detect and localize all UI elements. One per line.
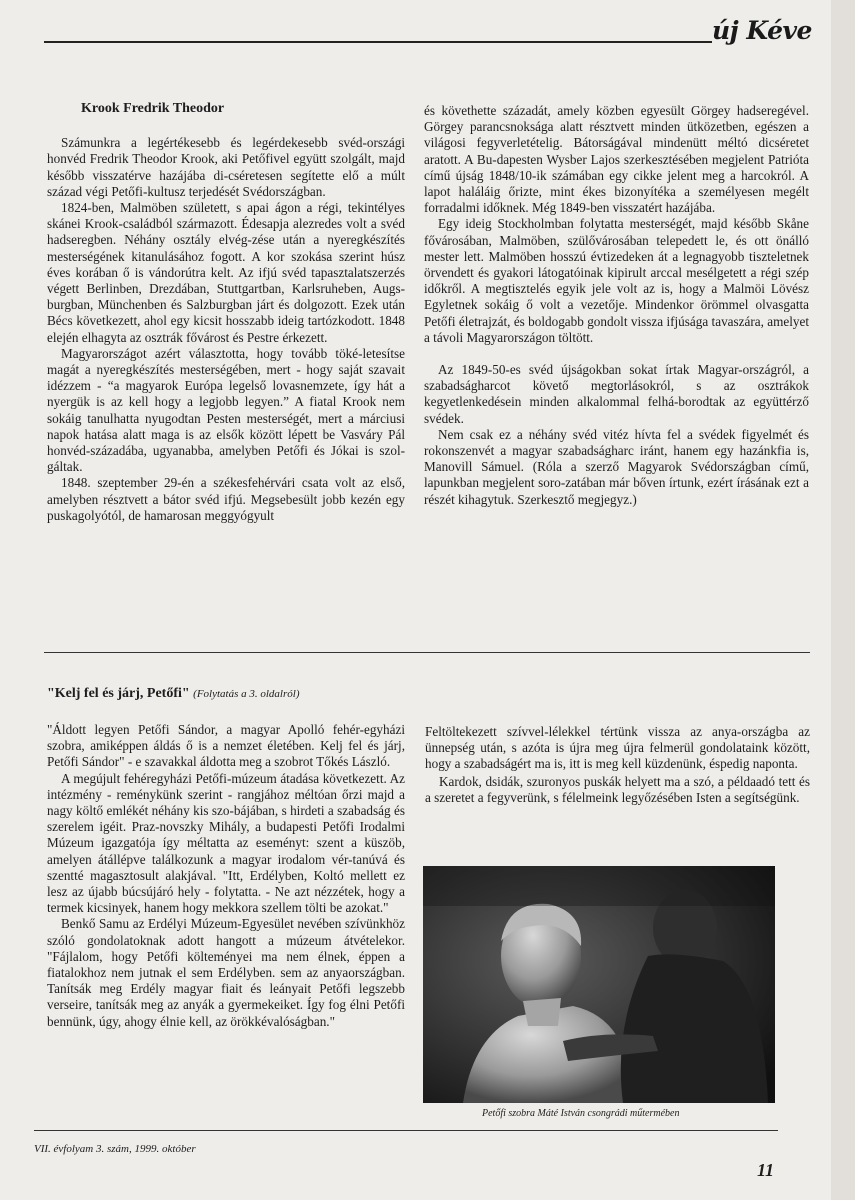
page-number: 11 [757, 1160, 775, 1180]
paragraph: Benkő Samu az Erdélyi Múzeum-Egyesület nevében szívünkhöz szóló gondolatoknak adott hangott a múzeum átvételekor. "Fájlalom, hogy Petőfi költeményei ma nem élnek, éppen a fiatalokhoz nem jutnak el sem Erdélyben. sem az anyaországban. Tanítsák meg Erdély magyar fiait és leányait Petőfi legszebb verseire, tanítsák meg az anyák a gyermekeiket. Így fog élni Petőfi bennünk, úgy, ahogy élnie kell, az örökkévalóságban." [47, 916, 405, 1029]
paragraph: Magyarországot azért választotta, hogy tovább töké-letesítse magát a nyeregkészítés mesterségében, mert - hogy saját szavait idézzem - “a magyarok Európa legelső lovasnemzete, így hát a nyergük is az kell hogy a legjobb legyen.” A fiatal Krook nem sokáig tanulhatta nyugodtan Pesten mesterségét, mert a márciusi napok hatása alatt maga is az elsők között lépett be Vasváry Pál honvéd-századába, ugyanabba, amelyben Petőfi és Jókai is szol-gáltak. [47, 345, 405, 475]
sculpture-photo [423, 866, 775, 1103]
article2-subtitle: (Folytatás a 3. oldalról) [193, 688, 300, 700]
article2-title: "Kelj fel és járj, Petőfi" [47, 686, 190, 701]
magazine-logo: új Kéve [712, 16, 812, 45]
issue-info: VII. évfolyam 3. szám, 1999. október [34, 1143, 196, 1155]
paragraph: Feltöltekezett szívvel-lélekkel tértünk vissza az anya-országba az ünnepség után, s azóta is újra meg újra felmerül gondolataink között, hogy a szabadságért ma is, itt is meg kell küzdenünk, éspedig naponta. [425, 724, 810, 772]
article2-heading [47, 686, 299, 702]
footer-rule [34, 1130, 778, 1131]
header-rule [44, 41, 712, 43]
paragraph: Az 1849-50-es svéd újságokban sokat írtak Magyar-országról, a szabadságharcot követő megtorlásokról, s az osztrákok kegyetlenkedésein minden alkalommal felhá-borodtak az együttérző svédek. [424, 362, 809, 426]
photo-caption: Petőfi szobra Máté István csongrádi műtermében [482, 1108, 680, 1119]
article2-left-column [47, 722, 405, 1030]
page-edge [831, 0, 855, 1200]
paragraph: Egy ideig Stockholmban folytatta mesterségét, majd később Skåne fővárosában, Malmöben, szülővárosában telepedett le, és ott önálló mester lett. Malmöben hosszú évtizedeken át a legnagyobb tiszteletnek örvendett és gyakori látogatóinak kipirult arccal mesélgetett a régi szép időkről. A megtisztelés egyik jele volt az is, hogy a Malmöi Lövész Egyletnek sokáig ő volt a vezetője. Mindenkor örömmel olvasgatta Petőfi életrajzát, és boldogabb gondolt vissza ifjúsága tavaszára, amelyet a távoli Magyarországon töltött. [424, 216, 809, 345]
article1-left-column [47, 101, 405, 524]
paragraph: 1848. szeptember 29-én a székesfehérvári csata volt az első, amelyben résztvett a bátor svéd ifjú. Megsebesült jobb kezén egy puskagolyótól, de hamarosan meggyógyult [47, 475, 405, 523]
paragraph: és követhette századát, amely közben egyesült Görgey hadseregével. Görgey parancsnoksága alatt résztvett minden ütközetben, egészen a világosi fegyverletételig. Bátorságával mindenütt méltó dicséretet aratott. A Bu-dapesten Wysber Lajos szerkesztésében megjelent Patrióta című újság 1848/10-ik számában egy cikke jelent meg a harcokról. A lapot haláláig őrizte, mint ékes bizonyítéka a személyesen megélt forradalmi időknek. Még 1849-ben visszatért hazájába. [424, 103, 809, 216]
section-divider [44, 652, 810, 653]
paragraph: "Áldott legyen Petőfi Sándor, a magyar Apolló fehér-egyházi szobra, amiképpen áldás ő is a nemzet életében. Kelj fel és járj, Petőfi Sándor" - e szavakkal áldotta meg a szobrot Tőkés László. [47, 722, 405, 770]
article1-title: Krook Fredrik Theodor [81, 101, 225, 116]
article2-right-column [425, 724, 810, 806]
paragraph: 1824-ben, Malmöben született, s apai ágon a régi, tekintélyes skánei Krook-családból származott. Édesapja alezredes volt a svéd hadseregben. Néhány osztály elvég-zése után a nyeregkészítés mesterségének kitanulásához fogott. A kor szokása szerint húsz éves korában ő is vándorútra kelt. Az ifjú svéd tapasztalatszerzés végett Berlinben, Drezdában, Stuttgartban, Karlsruheben, Augs-burgban, Münchenben és Salzburgban járt és dolgozott. Ezek után Bécs következett, ahol egy kicsit hosszabb ideig tartózkodott. 1848 elején elhagyta az osztrák fővárost és Pestre érkezett. [47, 200, 405, 345]
sculpture-photo-image [423, 866, 775, 1103]
paragraph: A megújult fehéregyházi Petőfi-múzeum átadása következett. Az intézmény - reménykünk szerint - rangjához méltóan őrzi majd a nagy költő emlékét néhány kis szo-bájában, s hirdeti a szabadság és szerelem igéit. Praz-novszky Mihály, a budapesti Petőfi Irodalmi Múzeum igazgatója így méltatta az eseményt: szent a küszöb, amelyen átállépve találkozunk a magyar irodalom vér-tanúvá és szentté magasztosult alakjával. "Itt, Erdélyben, Koltó mellett ez lesz az újabb búcsújáró hely - folytatta. - Ne azt nézzétek, hogy a termek kicsinyek, hanem hogy mekkora szellem tölti be azokat." [47, 770, 405, 916]
paragraph: Számunkra a legértékesebb és legérdekesebb svéd-országi honvéd Fredrik Theodor Krook, aki Petőfivel együtt szolgált, majd később visszatérve hazájába di-cséretesen segítette elő a múlt század végi Petőfi-kultusz terjedését Svédországban. [47, 135, 405, 199]
article1-right-column [424, 103, 809, 508]
paragraph: Kardok, dsidák, szuronyos puskák helyett ma a szó, a példaadó tett és a szeretet a fegyverünk, s félelmeink legyőzésében Isten a segítségünk. [425, 773, 810, 805]
paragraph: Nem csak ez a néhány svéd vitéz hívta fel a svédek figyelmét és rokonszenvét a magyar szabadságharc iránt, hanem egy hazánkfia is, Manovill Sámuel. (Róla a szerző Magyarok Svédországban című, lapunkban megjelent soro-zatában már bőven írtunk, ezért írásának ezt a részét kihagytuk. Szerkesztő megjegyz.) [424, 426, 809, 507]
